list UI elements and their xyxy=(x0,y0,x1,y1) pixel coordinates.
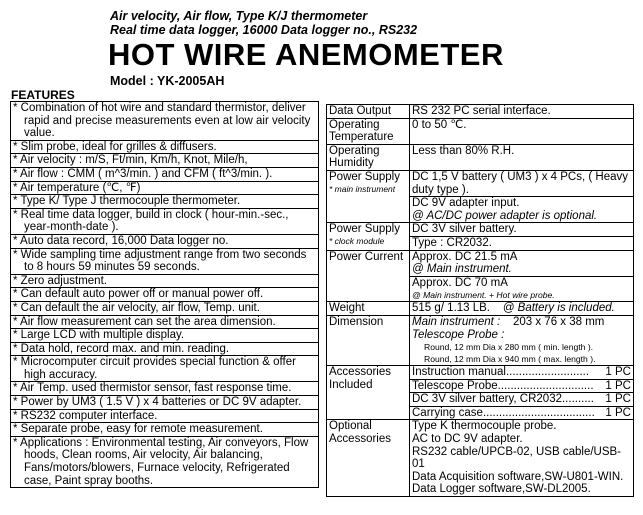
spec-label: Accessories Included xyxy=(327,366,410,420)
feature-item: * Real time data logger, build in clock ( hour-min.-sec., year-month-date ). xyxy=(11,208,319,234)
spec-label: Dimension xyxy=(327,315,410,365)
optional-item: Data Acquisition software,SW-U801-WIN. xyxy=(412,470,624,483)
spec-row-data-output xyxy=(327,105,634,119)
feature-item: * Auto data record, 16,000 Data logger no. xyxy=(11,234,319,248)
feature-row xyxy=(11,356,319,382)
spec-value: DC 1,5 V battery ( UM3 ) x 4 PCs, ( Heavy duty type ). xyxy=(410,170,634,196)
feature-item: * Air velocity : m/S, Ft/min, Km/h, Knot, Mile/h, xyxy=(11,154,319,168)
feature-item: * Air Temp. used thermistor sensor, fast response time. xyxy=(11,382,319,396)
feature-item: * Air flow measurement can set the area dimension. xyxy=(11,315,319,329)
spec-row-operating-humidity xyxy=(327,144,634,170)
spec-label-text: Power Supply xyxy=(329,170,400,183)
feature-item: * Wide sampling time adjustment range from two seconds to 8 hours 59 minutes 59 seconds. xyxy=(11,248,319,274)
subtitle-line-2: Real time data logger, 16000 Data logger no., RS232 xyxy=(110,23,418,37)
optional-item: Data Logger software,SW-DL2005. xyxy=(412,483,591,496)
feature-row xyxy=(11,102,319,141)
feature-item: * Zero adjustment. xyxy=(11,274,319,288)
spec-value xyxy=(410,197,634,223)
accessory-item xyxy=(410,379,634,393)
spec-label: Power Current xyxy=(327,250,410,302)
feature-item: * Air temperature (℃, ℉) xyxy=(11,181,319,195)
feature-item: * Type K/ Type J thermocouple thermometer. xyxy=(11,195,319,209)
feature-item: * Large LCD with multiple display. xyxy=(11,329,319,343)
spec-value: RS 232 PC serial interface. xyxy=(410,105,634,119)
feature-row xyxy=(11,288,319,302)
spec-label xyxy=(327,170,410,222)
spec-note: @ AC/DC power adapter is optional. xyxy=(412,209,598,222)
feature-item: * Data hold, record max. and min. reading. xyxy=(11,342,319,356)
spec-value: DC 3V silver battery. xyxy=(410,223,634,237)
dimension-probe-label: Telescope Probe : xyxy=(412,328,505,341)
feature-item: * Combination of hot wire and standard thermistor, deliver rapid and precise measurements even at low air velocity value. xyxy=(11,102,319,141)
accessory-name: Telescope Probe.............................. xyxy=(412,379,594,392)
accessory-name: DC 3V silver battery, CR2032.......... xyxy=(412,393,594,406)
feature-row xyxy=(11,315,319,329)
spec-label: Weight xyxy=(327,302,410,316)
accessory-qty: 1 PC xyxy=(605,366,631,379)
feature-item: * Air flow : CMM ( m^3/min. ) and CFM ( ft^3/min. ). xyxy=(11,167,319,181)
spec-value xyxy=(410,250,634,276)
feature-item: * Can default auto power off or manual power off. xyxy=(11,288,319,302)
accessory-item xyxy=(410,406,634,420)
spec-value-text: Approx. DC 21.5 mA xyxy=(412,250,518,263)
specs-table xyxy=(326,104,634,497)
feature-item: * Power by UM3 ( 1.5 V ) x 4 batteries or DC 9V adapter. xyxy=(11,396,319,410)
accessory-qty: 1 PC xyxy=(605,379,631,392)
spec-value-text: 515 g/ 1.13 LB. xyxy=(412,302,491,315)
feature-item: * Slim probe, ideal for grilles & diffusers. xyxy=(11,140,319,154)
spec-label: Operating Humidity xyxy=(327,144,410,170)
feature-item: * Microcomputer circuit provides special function & offer high accuracy. xyxy=(11,356,319,382)
dimension-main-value: 203 x 76 x 38 mm xyxy=(512,315,605,328)
spec-value: Less than 80% R.H. xyxy=(410,144,634,170)
features-heading: FEATURES xyxy=(11,88,75,102)
feature-row xyxy=(11,234,319,248)
features-table xyxy=(10,101,319,488)
feature-row xyxy=(11,154,319,168)
spec-note: * clock module xyxy=(329,235,385,246)
feature-row xyxy=(11,423,319,437)
optional-item: RS232 cable/UPCB-02, USB cable/USB-01 xyxy=(412,445,622,471)
spec-value xyxy=(410,302,634,316)
subtitle-line-1: Air velocity, Air flow, Type K/J thermometer xyxy=(110,9,368,23)
spec-row-power-supply-clock-1 xyxy=(327,223,634,237)
spec-label: Data Output xyxy=(327,105,410,119)
feature-row xyxy=(11,140,319,154)
spec-label: Operating Temperature xyxy=(327,118,410,144)
feature-row xyxy=(11,248,319,274)
accessory-item xyxy=(410,393,634,407)
page-title: HOT WIRE ANEMOMETER xyxy=(108,37,504,72)
spec-value: 0 to 50 ℃. xyxy=(410,118,634,144)
spec-row-dimension xyxy=(327,315,634,365)
feature-row xyxy=(11,329,319,343)
spec-value-text: DC 9V adapter input. xyxy=(412,197,520,210)
feature-row xyxy=(11,301,319,315)
feature-item: * Separate probe, easy for remote measurement. xyxy=(11,423,319,437)
spec-value-text: Approx. DC 70 mA xyxy=(412,276,508,289)
spec-note: * main instrument xyxy=(329,183,396,194)
model-number: Model : YK-2005AH xyxy=(110,74,225,88)
optional-item: Type K thermocouple probe. xyxy=(412,420,557,433)
spec-row-power-supply-main-1 xyxy=(327,170,634,196)
feature-item: * Applications : Environmental testing, Air conveyors, Flow hoods, Clean rooms, Air velocity, Air balancing, Fans/motors/blowers, Furnace velocity, Refrigerated case, Paint spray booths. xyxy=(11,436,319,487)
spec-note: @ Battery is included. xyxy=(502,302,615,315)
optional-item: AC to DC 9V adapter. xyxy=(412,433,523,446)
spec-label xyxy=(327,223,410,250)
accessory-row xyxy=(327,366,634,380)
feature-row xyxy=(11,436,319,487)
features-list xyxy=(11,102,319,488)
spec-row-operating-temperature xyxy=(327,118,634,144)
feature-item: * Can default the air velocity, air flow, Temp. unit. xyxy=(11,301,319,315)
accessory-name: Instruction manual.......................... xyxy=(412,366,590,379)
spec-value xyxy=(410,420,634,497)
spec-row-power-current-1 xyxy=(327,250,634,276)
feature-row xyxy=(11,208,319,234)
feature-row xyxy=(11,396,319,410)
spec-label-text: Power Supply xyxy=(329,223,400,236)
feature-row xyxy=(11,274,319,288)
feature-row xyxy=(11,382,319,396)
feature-row xyxy=(11,167,319,181)
spec-value xyxy=(410,276,634,302)
feature-row xyxy=(11,342,319,356)
spec-note: @ Main instrument. + Hot wire probe. xyxy=(412,290,555,301)
spec-label: Optional Accessories xyxy=(327,420,410,497)
accessory-name: Carrying case................................... xyxy=(412,406,595,419)
optional-accessories xyxy=(327,420,634,497)
dimension-probe-max: Round, 12 mm Dia x 940 mm ( max. length ). xyxy=(424,354,596,365)
dimension-probe-min: Round, 12 mm Dia x 280 mm ( min. length ). xyxy=(424,342,594,353)
spec-note: @ Main instrument. xyxy=(412,263,512,276)
feature-row xyxy=(11,181,319,195)
spec-row-weight xyxy=(327,302,634,316)
feature-item: * RS232 computer interface. xyxy=(11,409,319,423)
spec-value xyxy=(410,315,634,365)
spec-row-optional xyxy=(327,420,634,497)
accessory-qty: 1 PC xyxy=(605,406,631,419)
dimension-main-label: Main instrument : xyxy=(412,315,501,328)
spec-value: Type : CR2032. xyxy=(410,236,634,250)
accessories-included xyxy=(327,366,634,420)
feature-row xyxy=(11,409,319,423)
accessory-qty: 1 PC xyxy=(605,393,631,406)
accessory-item xyxy=(410,366,634,380)
feature-row xyxy=(11,195,319,209)
